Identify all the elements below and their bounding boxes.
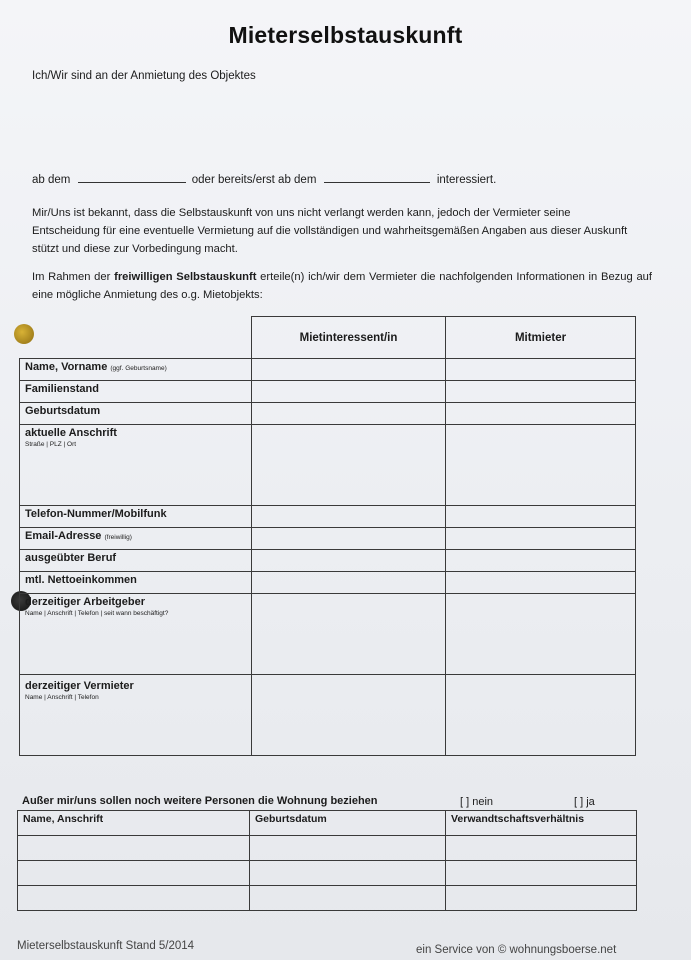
row-label-anschrift bbox=[20, 425, 252, 506]
row-label-name bbox=[20, 359, 252, 381]
cotenant-einkommen-cell[interactable] bbox=[446, 572, 636, 594]
table-row bbox=[20, 359, 636, 381]
table-row bbox=[20, 403, 636, 425]
anschrift-label: aktuelle Anschrift bbox=[25, 427, 117, 439]
row-label-telefon: Telefon-Nummer/Mobilfunk bbox=[20, 506, 252, 528]
person-2-relation-cell[interactable] bbox=[446, 861, 637, 886]
arbeitgeber-label: derzeitiger Arbeitgeber bbox=[25, 596, 146, 608]
consent-paragraph bbox=[32, 268, 652, 304]
tenant-arbeitgeber-cell[interactable] bbox=[252, 594, 446, 675]
person-1-relation-cell[interactable] bbox=[446, 836, 637, 861]
cotenant-arbeitgeber-cell[interactable] bbox=[446, 594, 636, 675]
persons-col-name: Name, Anschrift bbox=[18, 811, 250, 836]
footer-version: Mieterselbstauskunft Stand 5/2014 bbox=[17, 940, 195, 952]
from-date-field[interactable] bbox=[78, 181, 186, 183]
cotenant-beruf-cell[interactable] bbox=[446, 550, 636, 572]
option-yes-checkbox[interactable]: [ ] ja bbox=[574, 796, 595, 808]
footer-service-credit: ein Service von © wohnungsboerse.net bbox=[416, 944, 617, 956]
table-row bbox=[18, 886, 637, 911]
cotenant-familienstand-cell[interactable] bbox=[446, 381, 636, 403]
column-header-cotenant: Mitmieter bbox=[446, 317, 636, 359]
email-optional-note: (freiwillig) bbox=[104, 534, 132, 541]
additional-persons-table bbox=[17, 810, 637, 911]
arbeitgeber-sub-label: Name | Anschrift | Telefon | seit wann beschäftigt? bbox=[25, 610, 169, 617]
column-header-tenant: Mietinteressent/in bbox=[252, 317, 446, 359]
row-label-einkommen: mtl. Nettoeinkommen bbox=[20, 572, 252, 594]
row-label-beruf: ausgeübter Beruf bbox=[20, 550, 252, 572]
birthname-note: (ggf. Geburtsname) bbox=[110, 365, 167, 372]
tenant-beruf-cell[interactable] bbox=[252, 550, 446, 572]
vermieter-sub-label: Name | Anschrift | Telefon bbox=[25, 694, 99, 701]
tenant-vermieter-cell[interactable] bbox=[252, 675, 446, 756]
tenant-info-table bbox=[19, 316, 636, 756]
anschrift-sub-label: Straße | PLZ | Ort bbox=[25, 441, 77, 448]
table-row bbox=[18, 836, 637, 861]
option-no-checkbox[interactable]: [ ] nein bbox=[460, 796, 494, 808]
table-row bbox=[20, 528, 636, 550]
table-row bbox=[20, 572, 636, 594]
cotenant-vermieter-cell[interactable] bbox=[446, 675, 636, 756]
from-date-label: ab dem bbox=[32, 174, 71, 186]
row-label-familienstand: Familienstand bbox=[20, 381, 252, 403]
table-row bbox=[20, 675, 636, 756]
persons-header-row bbox=[18, 811, 637, 836]
alt-date-field[interactable] bbox=[324, 181, 430, 183]
tenant-name-cell[interactable] bbox=[252, 359, 446, 381]
tenant-anschrift-cell[interactable] bbox=[252, 425, 446, 506]
interested-label: interessiert. bbox=[436, 174, 497, 186]
cotenant-anschrift-cell[interactable] bbox=[446, 425, 636, 506]
page-title: Mieterselbstauskunft bbox=[228, 22, 463, 48]
tenant-familienstand-cell[interactable] bbox=[252, 381, 446, 403]
row-label-email bbox=[20, 528, 252, 550]
tenant-geburtsdatum-cell[interactable] bbox=[252, 403, 446, 425]
header-empty-cell bbox=[20, 317, 252, 359]
row-label-vermieter bbox=[20, 675, 252, 756]
consent-text-bold: freiwilligen Selbstauskunft bbox=[114, 271, 257, 283]
persons-col-birthdate: Geburtsdatum bbox=[250, 811, 446, 836]
cotenant-geburtsdatum-cell[interactable] bbox=[446, 403, 636, 425]
table-row bbox=[20, 506, 636, 528]
email-label: Email-Adresse bbox=[25, 530, 102, 542]
table-row bbox=[18, 861, 637, 886]
tenant-einkommen-cell[interactable] bbox=[252, 572, 446, 594]
or-date-label: oder bereits/erst ab dem bbox=[191, 174, 317, 186]
table-header-row bbox=[20, 317, 636, 359]
move-in-date-line bbox=[32, 174, 496, 186]
vermieter-label: derzeitiger Vermieter bbox=[25, 680, 134, 692]
disclaimer-paragraph: Mir/Uns ist bekannt, dass die Selbstauskunft von uns nicht verlangt werden kann, jedoch der Vermieter seine Entscheidung für eine eventuelle Vermietung auf die vollständigen und wahrheitsgemäßen Angaben aus dieser Auskunft stützt und diese zur Vorbedingung macht. bbox=[32, 207, 628, 255]
additional-persons-question: Außer mir/uns sollen noch weitere Personen die Wohnung beziehen bbox=[22, 795, 378, 807]
intro-text: Ich/Wir sind an der Anmietung des Objektes bbox=[32, 70, 256, 82]
person-2-birthdate-cell[interactable] bbox=[250, 861, 446, 886]
person-3-relation-cell[interactable] bbox=[446, 886, 637, 911]
person-3-birthdate-cell[interactable] bbox=[250, 886, 446, 911]
row-label-arbeitgeber bbox=[20, 594, 252, 675]
person-2-name-cell[interactable] bbox=[18, 861, 250, 886]
tenant-email-cell[interactable] bbox=[252, 528, 446, 550]
name-label: Name, Vorname bbox=[25, 361, 108, 373]
table-row bbox=[20, 381, 636, 403]
person-1-birthdate-cell[interactable] bbox=[250, 836, 446, 861]
consent-text-start: Im Rahmen der bbox=[32, 271, 115, 283]
cotenant-email-cell[interactable] bbox=[446, 528, 636, 550]
cotenant-name-cell[interactable] bbox=[446, 359, 636, 381]
consent-text-end: erteile(n) ich/wir dem Vermieter die nachfolgenden Informationen in Bezug auf eine mögliche Anmietung des o.g. Mietobjekts: bbox=[32, 271, 652, 301]
person-1-name-cell[interactable] bbox=[18, 836, 250, 861]
person-3-name-cell[interactable] bbox=[18, 886, 250, 911]
table-row bbox=[20, 594, 636, 675]
persons-col-relation: Verwandtschaftsverhältnis bbox=[446, 811, 637, 836]
row-label-geburtsdatum: Geburtsdatum bbox=[20, 403, 252, 425]
tenant-telefon-cell[interactable] bbox=[252, 506, 446, 528]
cotenant-telefon-cell[interactable] bbox=[446, 506, 636, 528]
table-row bbox=[20, 550, 636, 572]
table-row bbox=[20, 425, 636, 506]
